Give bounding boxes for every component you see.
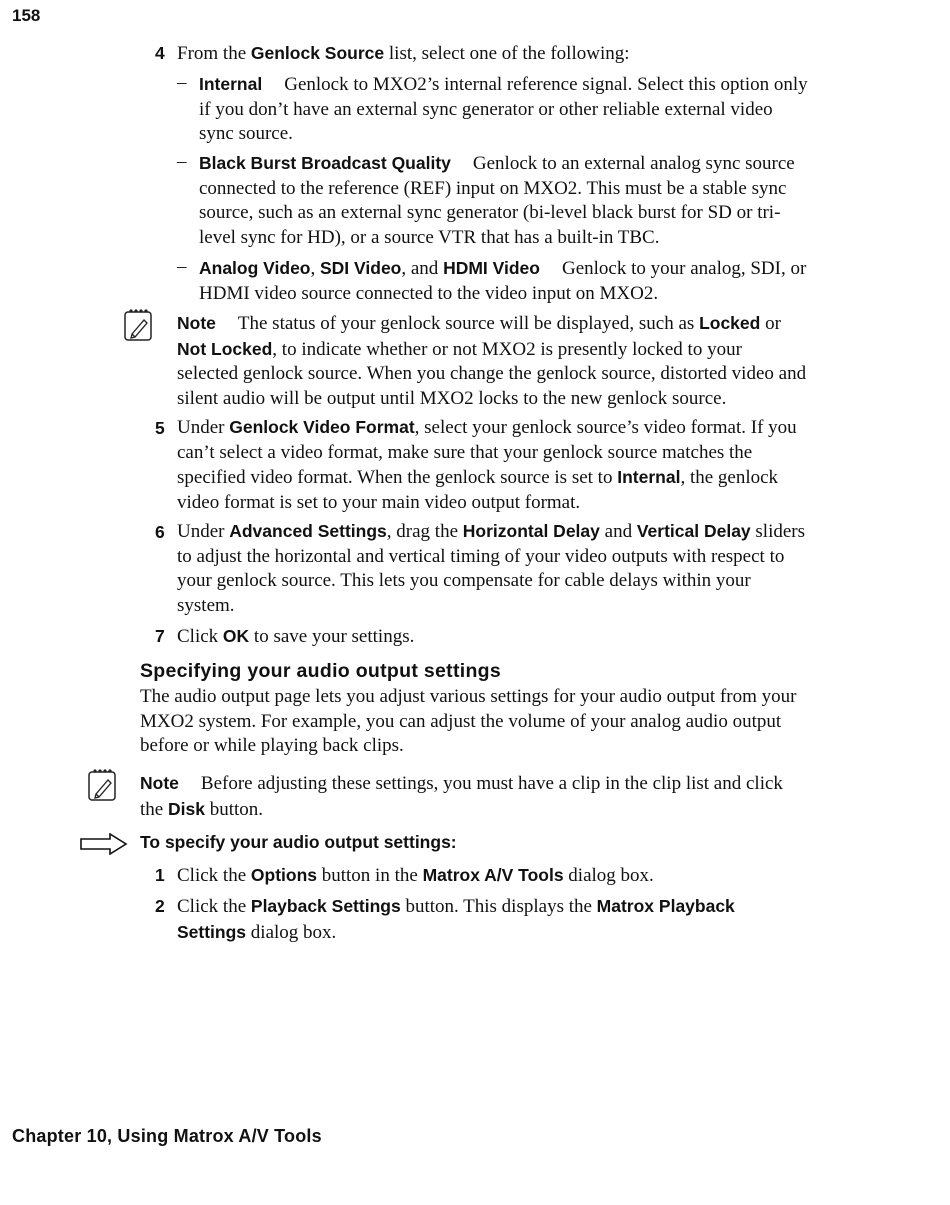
note-icon xyxy=(87,766,117,802)
option-black-burst: Black Burst Broadcast Quality Genlock to an external analog sync source connected to the reference (REF) input on MXO2. This must be a stable sync source, such as an external sync generator (bi-level black burst for SD or tri-level sync for HD), or a source VTR that has a built-in TBC. xyxy=(199,153,795,248)
option-title: Black Burst Broadcast Quality xyxy=(199,153,451,173)
step-number: 1 xyxy=(155,865,165,885)
note-label: Note xyxy=(177,313,216,333)
list-dash: – xyxy=(177,72,187,93)
section-heading: Specifying your audio output settings xyxy=(140,660,502,682)
option-internal: Internal Genlock to MXO2’s internal reference signal. Select this option only if you don’t have an external sync generator or other reliable external video sync source. xyxy=(199,74,808,145)
procedure-arrow-icon xyxy=(80,833,128,855)
procedure-title: To specify your audio output settings: xyxy=(140,832,457,852)
page-number: 158 xyxy=(12,6,41,25)
step-number: 6 xyxy=(155,522,165,542)
audio-step-1-text: Click the Options button in the Matrox A/V Tools dialog box. xyxy=(177,865,654,886)
step-number: 2 xyxy=(155,896,165,916)
step-5-text: Under Genlock Video Format, select your genlock source’s video format. If you can’t select a video format, make sure that your genlock source matches the specified video format. When the genlock source is set to Internal, the genlock video format is set to your main video output format. xyxy=(177,417,797,513)
audio-step-2-text: Click the Playback Settings button. This displays the Matrox Playback Settings dialog box. xyxy=(177,896,735,943)
section-intro: The audio output page lets you adjust various settings for your audio output from your MXO2 system. For example, you can adjust the volume of your analog audio output before or while playing back clips. xyxy=(140,686,797,757)
step-number: 4 xyxy=(155,43,165,63)
option-analog-sdi-hdmi: Analog Video, SDI Video, and HDMI Video Genlock to your analog, SDI, or HDMI video source connected to the video input on MXO2. xyxy=(199,258,807,304)
step-4-text: From the Genlock Source list, select one of the following: xyxy=(177,43,630,64)
option-title: Internal xyxy=(199,74,263,94)
step-6-text: Under Advanced Settings, drag the Horizontal Delay and Vertical Delay sliders to adjust the horizontal and vertical timing of your video outputs with respect to your genlock source. This lets you compensate for cable delays within your system. xyxy=(177,521,806,616)
list-dash: – xyxy=(177,256,187,277)
note-clip-required: Note Before adjusting these settings, you must have a clip in the clip list and click the Disk button. xyxy=(140,773,783,820)
step-number: 5 xyxy=(155,418,165,438)
step-number: 7 xyxy=(155,626,165,646)
note-label: Note xyxy=(140,773,179,793)
list-dash: – xyxy=(177,151,187,172)
note-icon xyxy=(123,306,153,342)
note-genlock-status: Note The status of your genlock source will be displayed, such as Locked or Not Locked, to indicate whether or not MXO2 is presently locked to your selected genlock source. When you change the genlock source, distorted video and silent audio will be output until MXO2 locks to the new genlock source. xyxy=(177,313,807,409)
chapter-footer: Chapter 10, Using Matrox A/V Tools xyxy=(12,1126,322,1146)
step-7-text: Click OK to save your settings. xyxy=(177,626,415,647)
